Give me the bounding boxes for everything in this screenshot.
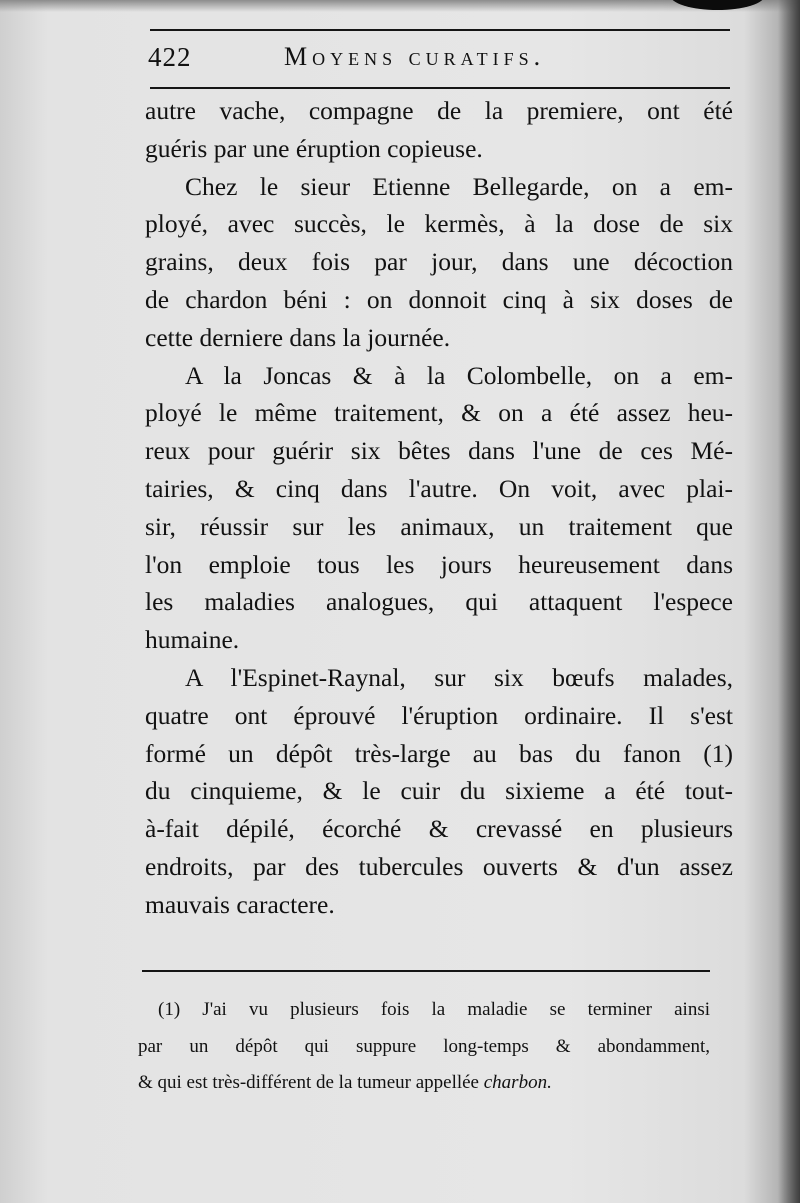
text-line: sir, réussir sur les animaux, un traitement que xyxy=(145,511,733,541)
paragraph xyxy=(145,357,733,659)
running-title: Moyens curatifs. xyxy=(284,42,546,71)
text-line: de chardon béni : on donnoit cinq à six doses de xyxy=(145,284,733,314)
footnote-italic-word: charbon. xyxy=(483,1072,552,1093)
text-line: humaine. xyxy=(145,625,240,655)
paragraph xyxy=(145,92,733,168)
text-line: tairies, & cinq dans l'autre. On voit, avec plai- xyxy=(145,473,733,503)
text-line: à-fait dépilé, écorché & crevassé en plusieurs xyxy=(145,814,733,844)
text-line: formé un dépôt très-large au bas du fanon (1) xyxy=(145,738,733,768)
header-bottom-rule xyxy=(150,87,730,89)
main-text xyxy=(145,92,733,924)
text-line: Chez le sieur Etienne Bellegarde, on a em- xyxy=(185,171,733,201)
text-line: ployé, avec succès, le kermès, à la dose de six xyxy=(145,209,733,239)
paragraph xyxy=(145,168,733,357)
text-line: l'on emploie tous les jours heureusement dans xyxy=(145,549,733,579)
footnote-line: par un dépôt qui suppure long-temps & abondamment, xyxy=(138,1035,710,1057)
footnote-text: & qui est très-différent de la tumeur appellée xyxy=(138,1072,484,1093)
footnote xyxy=(138,992,710,1102)
footnote-line: (1) J'ai vu plusieurs fois la maladie se terminer ainsi xyxy=(158,999,710,1020)
page-number: 422 xyxy=(148,42,192,72)
paragraph xyxy=(145,659,733,924)
text-line: A l'Espinet-Raynal, sur six bœufs malades, xyxy=(185,662,733,692)
text-line: les maladies analogues, qui attaquent l'espece xyxy=(145,587,733,617)
text-line: ployé le même traitement, & on a été assez heu- xyxy=(145,398,733,428)
footnote-line xyxy=(138,1065,710,1102)
text-line: autre vache, compagne de la premiere, ont été xyxy=(145,96,733,125)
text-line: grains, deux fois par jour, dans une décoction xyxy=(145,247,733,277)
header-top-rule xyxy=(150,29,730,31)
text-line: mauvais caractere. xyxy=(145,889,335,919)
text-line: endroits, par des tubercules ouverts & d'un assez xyxy=(145,851,733,881)
page-header xyxy=(148,40,738,80)
footnote-separator xyxy=(142,970,710,972)
text-line: cette derniere dans la journée. xyxy=(145,322,451,352)
text-line: du cinquieme, & le cuir du sixieme a été tout- xyxy=(145,776,733,806)
text-line: quatre ont éprouvé l'éruption ordinaire. Il s'est xyxy=(145,700,733,730)
page-edge-shadow xyxy=(778,0,800,1203)
text-line: reux pour guérir six bêtes dans l'une de ces Mé- xyxy=(145,436,733,466)
text-line: guéris par une éruption copieuse. xyxy=(145,133,483,163)
text-line: A la Joncas & à la Colombelle, on a em- xyxy=(185,360,733,390)
